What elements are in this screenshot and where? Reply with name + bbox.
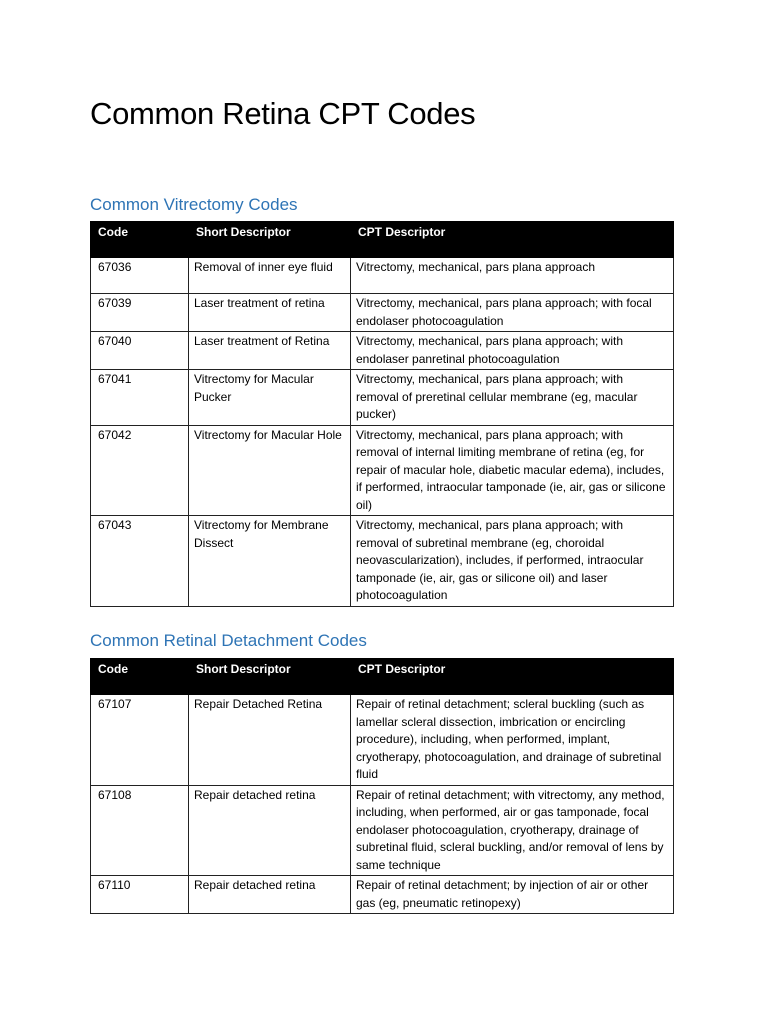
table-row — [91, 425, 674, 516]
table-row — [91, 516, 674, 607]
column-header-code: Code — [91, 222, 189, 258]
cell-cpt-descriptor: Vitrectomy, mechanical, pars plana approach; with removal of preretinal cellular membrane (eg, macular pucker) — [351, 370, 674, 426]
section-heading-retinal-detachment: Common Retinal Detachment Codes — [90, 631, 367, 650]
cell-cpt-descriptor: Repair of retinal detachment; by injection of air or other gas (eg, pneumatic retinopexy) — [351, 876, 674, 914]
table-row — [91, 294, 674, 332]
cell-code: 67107 — [91, 695, 189, 786]
cell-short-descriptor: Vitrectomy for Macular Hole — [189, 425, 351, 516]
cell-code: 67036 — [91, 258, 189, 294]
cell-short-descriptor: Repair Detached Retina — [189, 695, 351, 786]
column-header-cpt-descriptor: CPT Descriptor — [351, 659, 674, 695]
table-row — [91, 785, 674, 876]
column-header-short-descriptor: Short Descriptor — [189, 222, 351, 258]
cell-cpt-descriptor: Vitrectomy, mechanical, pars plana approach; with removal of subretinal membrane (eg, choroidal neovascularization), includes, if performed, intraocular tamponade (ie, air, gas or silicone oil) and laser photocoagulation — [351, 516, 674, 607]
cell-short-descriptor: Laser treatment of retina — [189, 294, 351, 332]
cell-cpt-descriptor: Repair of retinal detachment; scleral buckling (such as lamellar scleral dissection, imbrication or encircling procedure), including, when performed, implant, cryotherapy, photocoagulation, and drainage of subretinal fluid — [351, 695, 674, 786]
cell-code: 67040 — [91, 332, 189, 370]
cell-short-descriptor: Removal of inner eye fluid — [189, 258, 351, 294]
column-header-short-descriptor: Short Descriptor — [189, 659, 351, 695]
cell-code: 67039 — [91, 294, 189, 332]
table-row — [91, 258, 674, 294]
vitrectomy-codes-table — [90, 221, 674, 607]
table-header-row — [91, 659, 674, 695]
cell-short-descriptor: Repair detached retina — [189, 876, 351, 914]
cell-short-descriptor: Repair detached retina — [189, 785, 351, 876]
table-row — [91, 370, 674, 426]
cell-cpt-descriptor: Repair of retinal detachment; with vitrectomy, any method, including, when performed, air or gas tamponade, focal endolaser photocoagulation, cryotherapy, drainage of subretinal fluid, scleral buckling, and/or removal of lens by same technique — [351, 785, 674, 876]
cell-cpt-descriptor: Vitrectomy, mechanical, pars plana approach; with removal of internal limiting membrane of retina (eg, for repair of macular hole, diabetic macular edema), includes, if performed, intraocular tamponade (ie, air, gas or silicone oil) — [351, 425, 674, 516]
table-row — [91, 876, 674, 914]
cell-code: 67108 — [91, 785, 189, 876]
page-title: Common Retina CPT Codes — [90, 96, 476, 131]
retinal-detachment-codes-table — [90, 658, 674, 914]
cell-short-descriptor: Vitrectomy for Macular Pucker — [189, 370, 351, 426]
column-header-code: Code — [91, 659, 189, 695]
column-header-cpt-descriptor: CPT Descriptor — [351, 222, 674, 258]
table-header-row — [91, 222, 674, 258]
cell-code: 67043 — [91, 516, 189, 607]
table-row — [91, 695, 674, 786]
cell-cpt-descriptor: Vitrectomy, mechanical, pars plana approach; with endolaser panretinal photocoagulation — [351, 332, 674, 370]
cell-code: 67042 — [91, 425, 189, 516]
cell-short-descriptor: Laser treatment of Retina — [189, 332, 351, 370]
section-heading-vitrectomy: Common Vitrectomy Codes — [90, 195, 298, 214]
cell-cpt-descriptor: Vitrectomy, mechanical, pars plana approach; with focal endolaser photocoagulation — [351, 294, 674, 332]
cell-short-descriptor: Vitrectomy for Membrane Dissect — [189, 516, 351, 607]
table-row — [91, 332, 674, 370]
cell-cpt-descriptor: Vitrectomy, mechanical, pars plana approach — [351, 258, 674, 294]
cell-code: 67041 — [91, 370, 189, 426]
cell-code: 67110 — [91, 876, 189, 914]
